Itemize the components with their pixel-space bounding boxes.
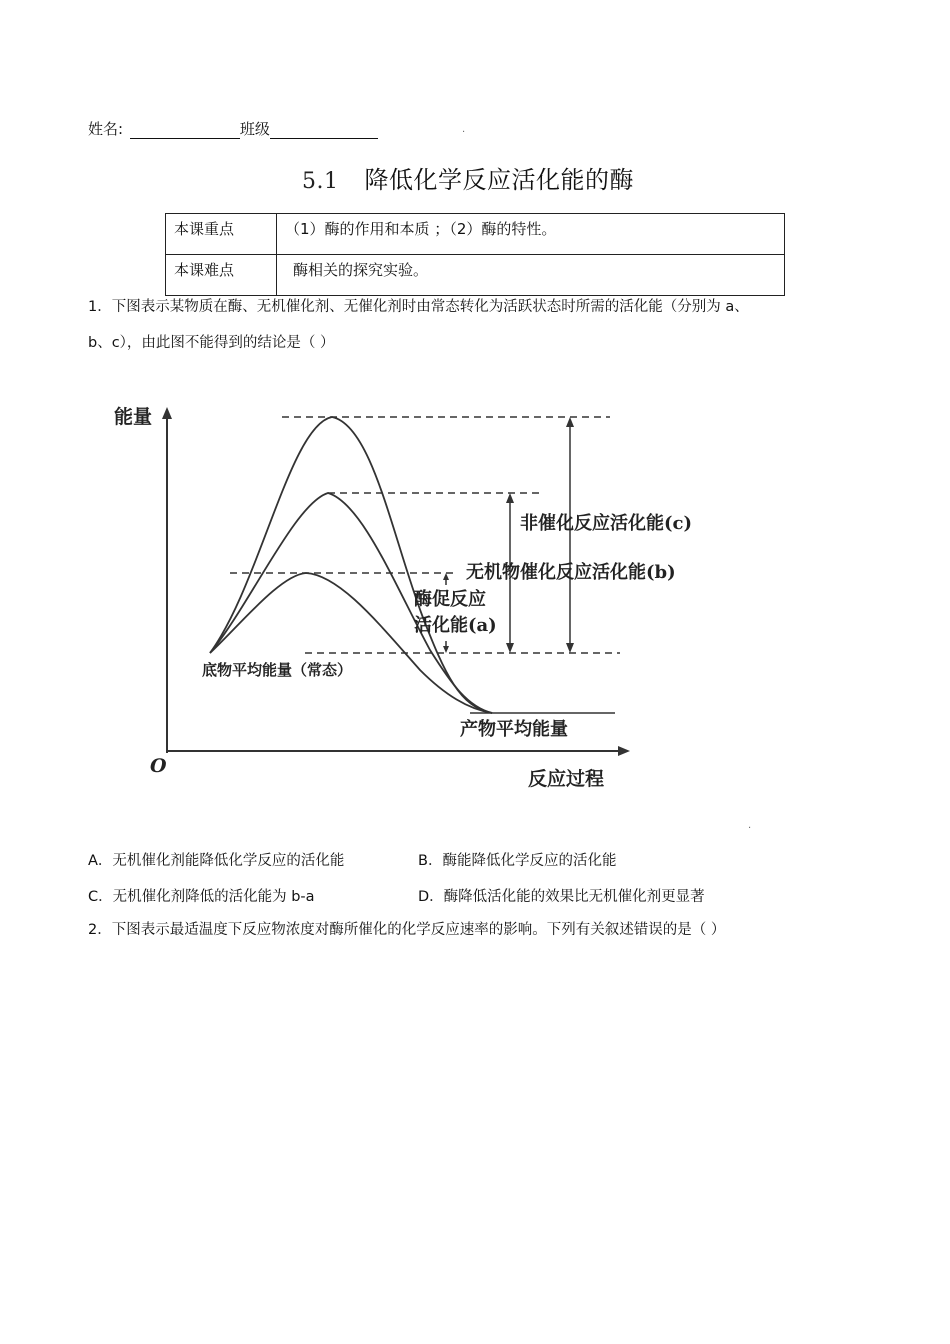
- option-c[interactable]: C．无机催化剂降低的活化能为 b-a: [88, 889, 315, 905]
- arrow-a-up-icon: [443, 573, 449, 580]
- product-label: 产物平均能量: [460, 719, 568, 740]
- label-a-line2: 活化能(a): [414, 615, 497, 636]
- option-b[interactable]: B．酶能降低化学反应的活化能: [418, 853, 617, 869]
- name-class-line: [88, 118, 378, 139]
- table-cell-label: 本课重点: [166, 214, 277, 255]
- class-label: 班级: [239, 120, 270, 138]
- name-field[interactable]: [130, 122, 240, 139]
- arrow-b-up-icon: [506, 493, 514, 503]
- title-text: 降低化学反应活化能的酶: [364, 166, 634, 194]
- decor-dot: .: [748, 820, 752, 831]
- page-title: [302, 160, 634, 195]
- question1-line1: 1．下图表示某物质在酶、无机催化剂、无催化剂时由常态转化为活跃状态时所需的活化能（分别为 a、: [88, 299, 749, 315]
- y-axis-arrow-icon: [162, 407, 172, 419]
- table-row: [166, 255, 785, 296]
- option-d[interactable]: D．酶降低活化能的效果比无机催化剂更显著: [418, 889, 705, 905]
- question1-line2: b、c），由此图不能得到的结论是（ ）: [88, 335, 335, 351]
- option-a[interactable]: A．无机催化剂能降低化学反应的活化能: [88, 853, 345, 869]
- class-field[interactable]: [270, 122, 378, 139]
- table-cell-label: 本课难点: [166, 255, 277, 296]
- label-c: 非催化反应活化能(c): [520, 513, 692, 534]
- substrate-label: 底物平均能量（常态）: [202, 661, 353, 679]
- x-axis-label: 反应过程: [528, 768, 605, 790]
- table-cell-value: （1）酶的作用和本质 ；（2）酶的特性。: [277, 214, 785, 255]
- lesson-info-table: [165, 213, 785, 296]
- origin-label: O: [150, 755, 167, 777]
- arrow-a-down-icon: [443, 646, 449, 653]
- name-label: 姓名:: [88, 120, 124, 138]
- question2-line1: 2．下图表示最适温度下反应物浓度对酶所催化的化学反应速率的影响。下列有关叙述错误的是（ ）: [88, 922, 726, 938]
- section-number: 5.1: [302, 169, 339, 194]
- label-a-line1: 酶促反应: [414, 589, 486, 610]
- table-cell-value: 酶相关的探究实验。: [277, 255, 785, 296]
- y-axis-label: 能量: [114, 406, 153, 428]
- decor-dot: .: [462, 124, 466, 135]
- arrow-c-down-icon: [566, 643, 574, 653]
- energy-diagram: [100, 385, 692, 805]
- arrow-c-up-icon: [566, 417, 574, 427]
- table-row: [166, 214, 785, 255]
- label-b: 无机物催化反应活化能(b): [466, 562, 676, 583]
- arrow-b-down-icon: [506, 643, 514, 653]
- x-axis-arrow-icon: [618, 746, 630, 756]
